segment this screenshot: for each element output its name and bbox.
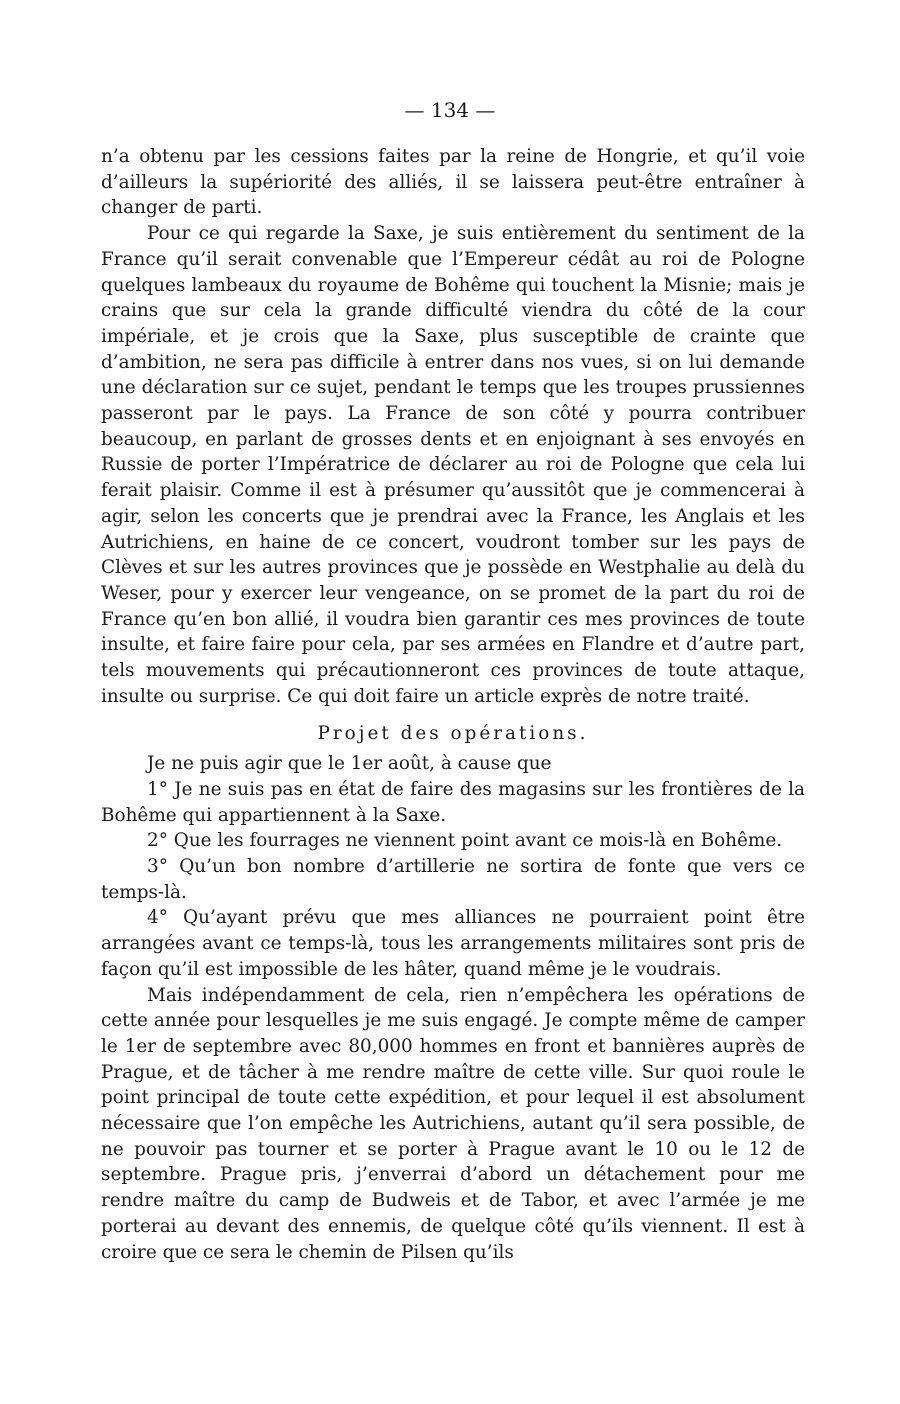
paragraph-prague: Mais indépendamment de cela, rien n’empêchera les opérations de cette année pour lesquelles je me suis engagé. Je compte même de camper le 1er de septembre avec 80,000 hommes en front et bannières auprès de Prague, et de tâcher à me rendre maître de cette ville. Sur quoi roule le point principal de toute cette expédition, et pour lequel il est absolument nécessaire que l’on empêche les Autrichiens, autant qu’il sera possible, de ne pouvoir pas tourner et se porter à Prague avant le 10 ou le 12 de septembre. Prague pris, j’enverrai d’abord un détachement pour me rendre maître du camp de Budweis et de Tabor, et avec l’armée je me porterai au devant des ennemis, de quelque côté qu’ils viennent. Il est à croire que ce sera le chemin de Pilsen qu’ils xyxy=(101,984,805,1263)
paragraph-intro-operations: Je ne puis agir que le 1er août, à cause que xyxy=(147,753,552,775)
section-heading: Projet des opérations. xyxy=(317,723,589,745)
list-item-4: 4° Qu’ayant prévu que mes alliances ne pourraient point être arrangées avant ce temps-là, tous les arrangements militaires sont pris de façon qu’il est impossible de les hâter, quand même je le voudrais. xyxy=(101,907,805,980)
page-number: — 134 — xyxy=(404,98,496,122)
body-text xyxy=(101,144,805,1265)
paragraph-continuation: n’a obtenu par les cessions faites par la reine de Hongrie, et qu’il voie d’ailleurs la supériorité des alliés, il se laissera peut-être entraîner à changer de parti. xyxy=(101,146,805,219)
list-item-3: 3° Qu’un bon nombre d’artillerie ne sortira de fonte que vers ce temps-là. xyxy=(101,855,805,903)
list-item-2: 2° Que les fourrages ne viennent point avant ce mois-là en Bohême. xyxy=(147,830,783,852)
list-item-1: 1° Je ne suis pas en état de faire des magasins sur les frontières de la Bohême qui appartiennent à la Saxe. xyxy=(101,778,805,826)
paragraph-saxe: Pour ce qui regarde la Saxe, je suis entièrement du sentiment de la France qu’il serait convenable que l’Empereur cédât au roi de Pologne quelques lambeaux du royaume de Bohême qui touchent la Misnie; mais je crains que sur cela la grande difficulté viendra du côté de la cour impériale, et je crois que la Saxe, plus susceptible de crainte que d’ambition, ne sera pas difficile à entrer dans nos vues, si on lui demande une déclaration sur ce sujet, pendant le temps que les troupes prussiennes passeront par le pays. La France de son côté y pourra contribuer beaucoup, en parlant de grosses dents et en enjoignant à ses envoyés en Russie de porter l’Impératrice de déclarer au roi de Pologne que cela lui ferait plaisir. Comme il est à présumer qu’aussitôt que je commencerai à agir, selon les concerts que je prendrai avec la France, les Anglais et les Autrichiens, en haine de ce concert, voudront tomber sur les pays de Clèves et sur les autres provinces que je possède en Westphalie au delà du Weser, pour y exercer leur vengeance, on se promet de la part du roi de France qu’en bon allié, il voudra bien garantir ces mes provinces de toute insulte, et faire faire pour cela, par ses armées en Flandre et d’autre part, tels mouvements qui précautionneront ces provinces de toute attaque, insulte ou surprise. Ce qui doit faire un article exprès de notre traité. xyxy=(101,223,805,707)
